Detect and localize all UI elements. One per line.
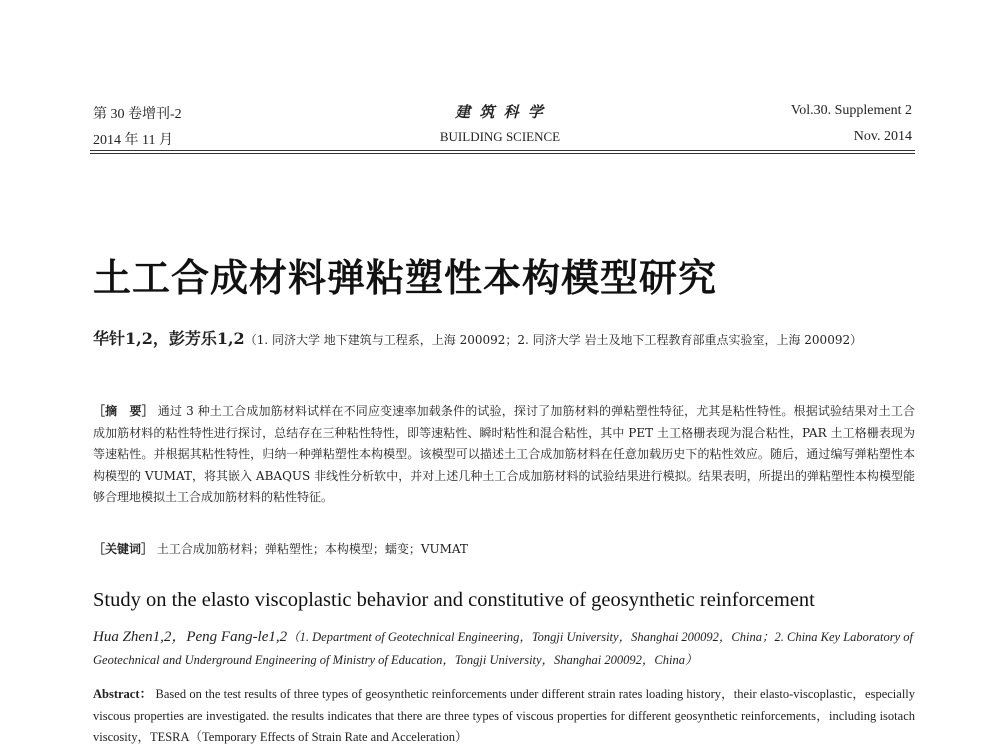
header-rule-top [90, 150, 915, 151]
keywords-cn [93, 540, 915, 557]
abstract-cn [93, 401, 915, 509]
publication-date-cn: 2014 年 11 月 [93, 133, 173, 148]
abstract-text-en: Based on the test results of three types of geosynthetic reinforcements under different strain rates loading history，their elasto-viscoplastic，especially viscous properties are investigated. the results indicates that there are three types of viscous properties for different geosynthetic reinforcements，including isotach viscosity，TESRA（Temporary Effects of Strain Rate and Acceleration） [93, 687, 916, 744]
volume-issue-en: Vol.30. Supplement 2 [790, 103, 912, 118]
author-block-en [93, 626, 918, 672]
keywords-label-cn: ［关键词］ [93, 542, 154, 556]
paper-title-en: Study on the elasto viscoplastic behavior and constitutive of geosynthetic reinforcement [93, 589, 815, 611]
abstract-label-cn: ［摘 要］ [93, 404, 154, 418]
abstract-label-en: Abstract： [93, 687, 153, 701]
volume-issue-cn: 第 30 卷增刊-2 [93, 107, 182, 122]
journal-name-cn: 建 筑 科 学 [455, 103, 545, 121]
author-names-cn: 华针1,2，彭芳乐1,2 [93, 329, 245, 348]
abstract-en [93, 684, 915, 749]
keywords-text-cn: 土工合成加筋材料；弹粘塑性；本构模型；蠕变；VUMAT [156, 542, 468, 556]
author-block-cn [93, 326, 913, 353]
journal-name-en: BUILDING SCIENCE [439, 129, 561, 144]
author-names-en: Hua Zhen1,2，Peng Fang-le1,2 [93, 629, 288, 645]
paper-title-cn: 土工合成材料弹粘塑性本构模型研究 [93, 256, 718, 300]
author-affiliation-en: （1. Department of Geotechnical Engineering，Tongji University，Shanghai 200092，China；2. China Key Laboratory of Geotechnical and Underground Engineering of Ministry of Education，Tongji University，Shanghai 200092，China） [93, 630, 914, 667]
author-affiliation-cn: （1. 同济大学 地下建筑与工程系，上海 200092；2. 同济大学 岩土及地下工程教育部重点实验室，上海 200092） [244, 333, 863, 347]
publication-date-en: Nov. 2014 [853, 129, 912, 144]
abstract-text-cn: 通过 3 种土工合成加筋材料试样在不同应变速率加载条件的试验，探讨了加筋材料的弹粘塑性特征，尤其是粘性特性。根据试验结果对土工合成加筋材料的粘性特性进行探讨，总结存在三种粘性特性，即等速粘性、瞬时粘性和混合粘性，其中 PET 土工格栅表现为混合粘性，PAR 土工格栅表现为等速粘性。并根据其粘性特性，归纳一种弹粘塑性本构模型。该模型可以描述土工合成加筋材料在任意加载历史下的粘性效应。随后，通过编写弹粘塑性本构模型的 VUMAT，将其嵌入 ABAQUS 非线性分析软中，并对上述几种土工合成加筋材料的试验结果进行模拟。结果表明，所提出的弹粘塑性本构模型能够合理地模拟土工合成加筋材料的粘性特征。 [93, 404, 915, 504]
header-rule-bottom [90, 153, 915, 154]
